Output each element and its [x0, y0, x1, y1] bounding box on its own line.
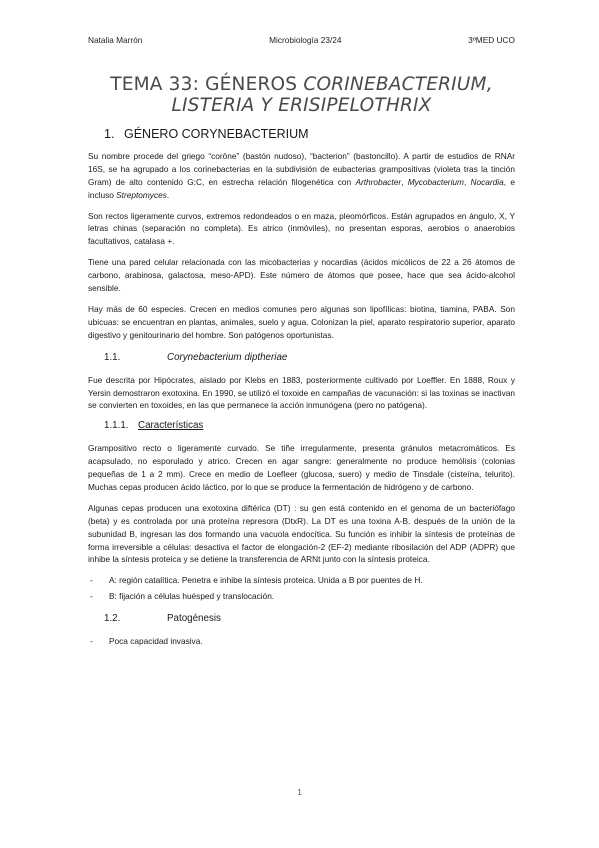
paragraph-cell-wall: Tiene una pared celular relacionada con las micobacterias y nocardias (ácidos micólicos de 22 a 26 átomos de carbono, arabinosa, galactosa, meso-APD). Este número de átomos que posee, hace que sea ácido-alcohol sensible.	[88, 257, 515, 294]
list-item: - A: región catalítica. Penetra e inhibe la síntesis proteica. Unida a B por puentes de H.	[90, 575, 423, 586]
paragraph-origin: Su nombre procede del griego “corōne” (bastón nudoso), “bacterion” (bastoncillo). A partir de estudios de RNAr 16S, se ha agrupado a los corinebacterias en la subdivisión de eubacterias grampositivas (violeta tras la tinción Gram) de alto contenido G:C, en estrecha relación filogenética con Arthrobacter, Mycobacterium, Nocardia, e incluso Streptomyces.	[88, 150, 515, 200]
document-body	[88, 128, 515, 656]
page-number: 1	[297, 787, 302, 797]
page-header	[88, 35, 515, 45]
paragraph-morphology: Son rectos ligeramente curvos, extremos redondeados o en maza, pleomórficos. Están agrupados en ángulo, X, Y letras chinas (separación no completa). Es atrico (inmóviles), no presentan esporas, aerobios o anaerobios facultativos, catalasa +.	[88, 210, 515, 247]
page-title	[88, 74, 515, 116]
paragraph-history: Fue descrita por Hipócrates, aislado por Klebs en 1883, posteriormente cultivado por Loeffler. En 1888, Roux y Yersin demostraron exotoxina. En 1990, se utilizó el toxoide en campañas de vacunación: si las toxinas se inactivan se convierten en toxoides, en las que permanece la acción inmunógena (pero no patógena).	[88, 374, 515, 411]
section-heading-1: 1. GÉNERO CORYNEBACTERIUM	[104, 127, 309, 141]
header-author: Natalia Marrón	[88, 35, 143, 45]
paragraph-species: Hay más de 60 especies. Crecen en medios comunes pero algunas son lipofílicas: biotina, tiamina, PABA. Son ubicuas: se encuentran en plantas, animales, suelo y agua. Colonizan la piel, aparato respiratorio superior, aparato digestivo y genitourinario del hombre. Son patógenos oportunistas.	[88, 303, 515, 340]
toxin-subunit-list	[88, 574, 515, 603]
header-course: Microbiología 23/24	[269, 35, 342, 45]
section-heading-1-1-1: 1.1.1. Características	[104, 420, 204, 432]
title-line-2: LISTERIA Y ERISIPELOTHRIX	[171, 95, 432, 116]
paragraph-exotoxin: Algunas cepas producen una exotoxina diftérica (DT) : su gen está contenido en el genoma de un bacteriófago (beta) y es controlada por una proteína represora (DtxR). La DT es una toxina A-B. después de la unión de la subunidad B, ingresan las dos formando una vacuola endocítica. Su función es inhibir la síntesis de proteínas de forma irreversible a células: desactiva el factor de elongación-2 (EF-2) mediante ribosilación del ADP (ADPR) que inhibe la síntesis proteica y se detiene la transferencia de ARNt junto con la síntesis proteica.	[88, 502, 515, 565]
list-item: - B: fijación a células huésped y translocación.	[90, 591, 275, 602]
paragraph-characteristics: Grampositivo recto o ligeramente curvado. Se tiñe irregularmente, presenta gránulos metacromáticos. Es acapsulado, no esporulado y atrico. Crecen en agar sangre: generalmente no produce hemólisis (colonias pequeñas de 1 a 2 mm). Crece en medio de Loefleer (glucosa, suero) y medio de Tinsdale (cisteína, telurito). Muchas cepas producen ácido láctico, por lo que se produce la fermentación de hidrógeno y de carbono.	[88, 443, 515, 492]
header-degree: 3ºMED UCO	[468, 35, 515, 45]
pathogenesis-list	[88, 635, 515, 648]
list-item: - Poca capacidad invasiva.	[90, 636, 203, 647]
section-heading-1-2: 1.2. Patogénesis	[104, 613, 221, 625]
section-heading-1-1: 1.1. Corynebacterium diptheriae	[104, 351, 288, 363]
title-line-1: TEMA 33: GÉNEROS CORINEBACTERIUM,	[110, 74, 493, 95]
